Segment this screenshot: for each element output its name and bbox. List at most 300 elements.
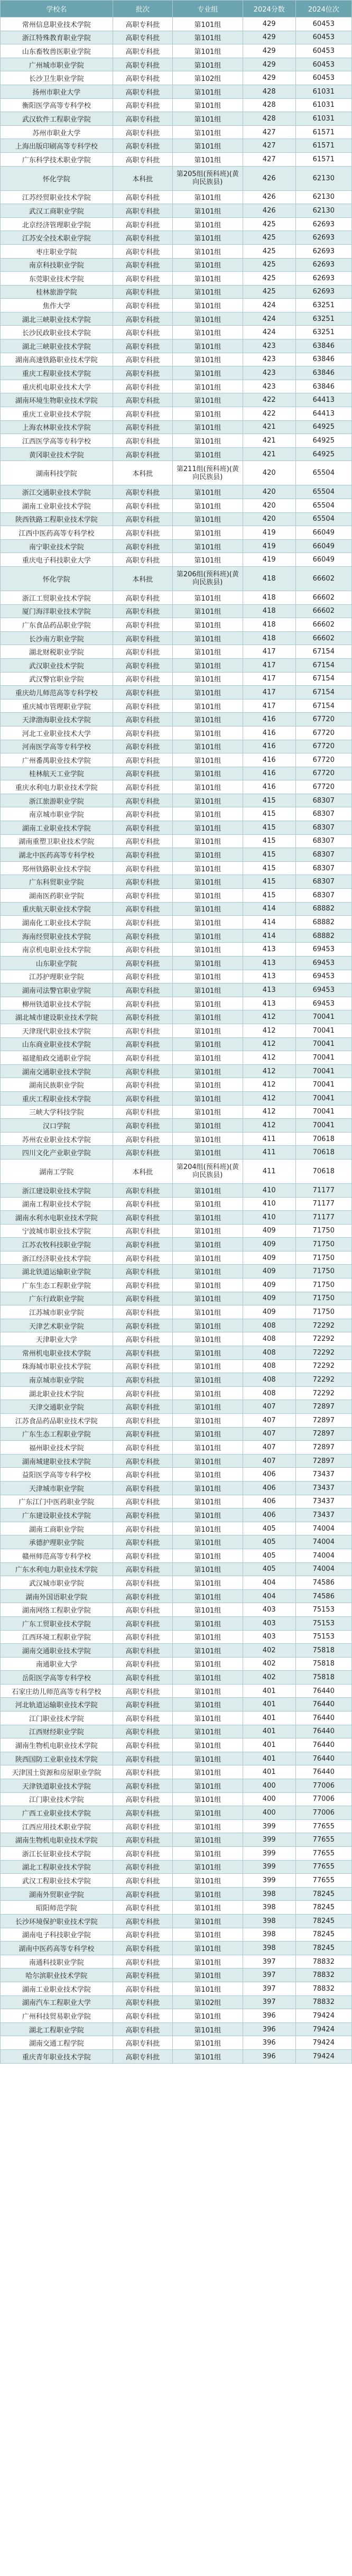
major-group-cell: 第101组 [172, 1738, 243, 1752]
table-row [1, 1183, 352, 1197]
table-row [1, 861, 352, 875]
table-row [1, 512, 352, 526]
rank-cell: 71750 [295, 1305, 351, 1319]
rank-cell: 62693 [295, 231, 351, 245]
table-row [1, 645, 352, 659]
major-group-cell: 第101组 [172, 726, 243, 740]
batch-cell: 高职专科批 [113, 244, 172, 258]
school-name-cell: 湖南重塑卫职业技术学院 [1, 834, 113, 848]
major-group-cell: 第101组 [172, 553, 243, 567]
major-group-cell: 第101组 [172, 1684, 243, 1698]
major-group-cell: 第101组 [172, 312, 243, 326]
header-2024-score: 2024分数 [243, 1, 295, 17]
school-name-cell: 苏州农业职业技术学院 [1, 1132, 113, 1146]
table-row [1, 1535, 352, 1549]
table-row [1, 31, 352, 44]
school-name-cell: 广东食品药品职业学院 [1, 618, 113, 632]
score-cell: 414 [243, 902, 295, 916]
score-cell: 399 [243, 1874, 295, 1888]
rank-cell: 70041 [295, 1091, 351, 1105]
school-name-cell: 天津渤海职业技术学院 [1, 713, 113, 726]
score-cell: 398 [243, 1901, 295, 1915]
school-name-cell: 湖南汽车工程职业大学 [1, 1995, 113, 2009]
rank-cell: 69453 [295, 956, 351, 970]
major-group-cell: 第101组 [172, 526, 243, 540]
batch-cell: 高职专科批 [113, 85, 172, 98]
table-row [1, 1400, 352, 1414]
batch-cell: 高职专科批 [113, 1197, 172, 1211]
rank-cell: 71177 [295, 1183, 351, 1197]
score-cell: 428 [243, 85, 295, 98]
score-cell: 422 [243, 407, 295, 421]
rank-cell: 68307 [295, 821, 351, 835]
batch-cell: 高职专科批 [113, 1010, 172, 1024]
rank-cell: 70041 [295, 1024, 351, 1037]
school-name-cell: 苏州市职业大学 [1, 125, 113, 139]
batch-cell: 高职专科批 [113, 970, 172, 983]
batch-cell: 高职专科批 [113, 393, 172, 407]
table-row [1, 591, 352, 604]
rank-cell: 67720 [295, 767, 351, 780]
table-row [1, 848, 352, 862]
score-cell: 415 [243, 875, 295, 889]
major-group-cell: 第101组 [172, 1576, 243, 1590]
score-cell: 405 [243, 1549, 295, 1562]
major-group-cell: 第101组 [172, 1671, 243, 1685]
table-row [1, 152, 352, 166]
major-group-cell: 第206组(预科班)(黄向民族县) [172, 566, 243, 591]
score-cell: 407 [243, 1414, 295, 1428]
score-cell: 396 [243, 2036, 295, 2050]
batch-cell: 高职专科批 [113, 753, 172, 767]
score-cell: 401 [243, 1698, 295, 1712]
school-name-cell: 珠海城市职业技术学院 [1, 1359, 113, 1373]
batch-cell: 高职专科批 [113, 312, 172, 326]
score-cell: 415 [243, 794, 295, 807]
major-group-cell: 第101组 [172, 848, 243, 862]
major-group-cell: 第101组 [172, 658, 243, 672]
major-group-cell: 第101组 [172, 618, 243, 632]
table-row [1, 1874, 352, 1888]
batch-cell: 高职专科批 [113, 1562, 172, 1576]
school-name-cell: 湖北三峡职业技术学院 [1, 339, 113, 353]
rank-cell: 68307 [295, 794, 351, 807]
major-group-cell: 第101组 [172, 17, 243, 31]
table-row [1, 1698, 352, 1712]
table-row [1, 1792, 352, 1806]
batch-cell: 高职专科批 [113, 861, 172, 875]
rank-cell: 62693 [295, 285, 351, 299]
major-group-cell: 第101组 [172, 285, 243, 299]
rank-cell: 74004 [295, 1549, 351, 1562]
rank-cell: 77655 [295, 1874, 351, 1888]
score-cell: 401 [243, 1752, 295, 1765]
table-row [1, 1562, 352, 1576]
batch-cell: 高职专科批 [113, 434, 172, 448]
batch-cell: 高职专科批 [113, 299, 172, 312]
school-name-cell: 天津城市职业学院 [1, 1481, 113, 1495]
rank-cell: 64925 [295, 420, 351, 434]
score-cell: 398 [243, 1942, 295, 1955]
score-cell: 412 [243, 1051, 295, 1065]
table-row [1, 956, 352, 970]
school-name-cell: 广西工业职业技术学院 [1, 1806, 113, 1820]
rank-cell: 62693 [295, 217, 351, 231]
rank-cell: 64413 [295, 407, 351, 421]
school-name-cell: 哈尔滨职业技术学院 [1, 1968, 113, 1982]
major-group-cell: 第101组 [172, 1441, 243, 1455]
rank-cell: 75818 [295, 1657, 351, 1671]
score-cell: 416 [243, 713, 295, 726]
school-name-cell: 重庆机电职业技术大学 [1, 380, 113, 393]
major-group-cell: 第101组 [172, 1078, 243, 1092]
major-group-cell: 第101组 [172, 299, 243, 312]
score-cell: 405 [243, 1562, 295, 1576]
school-name-cell: 武汉城市职业学院 [1, 1576, 113, 1590]
rank-cell: 75818 [295, 1644, 351, 1658]
rank-cell: 78245 [295, 1901, 351, 1915]
major-group-cell: 第101组 [172, 1454, 243, 1468]
rank-cell: 77655 [295, 1819, 351, 1833]
major-group-cell: 第101组 [172, 943, 243, 956]
header-2024-rank: 2024位次 [295, 1, 351, 17]
school-name-cell: 武汉警官职业学院 [1, 672, 113, 686]
rank-cell: 72897 [295, 1427, 351, 1441]
rank-cell: 79424 [295, 2049, 351, 2063]
major-group-cell: 第101组 [172, 807, 243, 821]
table-row [1, 902, 352, 916]
major-group-cell: 第101组 [172, 1955, 243, 1968]
table-row [1, 499, 352, 513]
table-row [1, 1064, 352, 1078]
score-cell: 408 [243, 1319, 295, 1332]
table-row [1, 1265, 352, 1278]
table-row [1, 461, 352, 485]
batch-cell: 高职专科批 [113, 2009, 172, 2023]
score-cell: 397 [243, 1968, 295, 1982]
major-group-cell: 第101组 [172, 889, 243, 903]
score-cell: 412 [243, 1119, 295, 1133]
score-cell: 405 [243, 1522, 295, 1535]
batch-cell: 高职专科批 [113, 1278, 172, 1292]
rank-cell: 72897 [295, 1441, 351, 1455]
score-cell: 417 [243, 645, 295, 659]
score-cell: 413 [243, 983, 295, 997]
table-row [1, 353, 352, 366]
score-cell: 418 [243, 566, 295, 591]
major-group-cell: 第101组 [172, 1589, 243, 1603]
school-name-cell: 湖南工商职业学院 [1, 1522, 113, 1535]
major-group-cell: 第101组 [172, 1105, 243, 1119]
rank-cell: 72292 [295, 1386, 351, 1400]
school-name-cell: 湖北中医药高等专科学校 [1, 848, 113, 862]
rank-cell: 60453 [295, 71, 351, 85]
school-name-cell: 湖北职业技术学院 [1, 1386, 113, 1400]
rank-cell: 72292 [295, 1373, 351, 1387]
rank-cell: 67154 [295, 658, 351, 672]
rank-cell: 72292 [295, 1332, 351, 1346]
rank-cell: 62130 [295, 204, 351, 218]
major-group-cell: 第101组 [172, 1792, 243, 1806]
major-group-cell: 第101组 [172, 380, 243, 393]
table-row [1, 139, 352, 153]
batch-cell: 高职专科批 [113, 1901, 172, 1915]
school-name-cell: 四川文化产业职业学院 [1, 1146, 113, 1160]
score-cell: 403 [243, 1630, 295, 1644]
table-row [1, 1860, 352, 1874]
score-cell: 420 [243, 485, 295, 499]
major-group-cell: 第101组 [172, 1132, 243, 1146]
score-cell: 415 [243, 889, 295, 903]
table-row [1, 420, 352, 434]
rank-cell: 65504 [295, 461, 351, 485]
rank-cell: 62693 [295, 272, 351, 286]
table-row [1, 1495, 352, 1508]
score-cell: 402 [243, 1644, 295, 1658]
major-group-cell: 第101组 [172, 834, 243, 848]
rank-cell: 74004 [295, 1535, 351, 1549]
major-group-cell: 第101组 [172, 794, 243, 807]
major-group-cell: 第101组 [172, 875, 243, 889]
score-cell: 429 [243, 31, 295, 44]
rank-cell: 61031 [295, 112, 351, 126]
rank-cell: 68307 [295, 848, 351, 862]
table-row [1, 1346, 352, 1360]
rank-cell: 75153 [295, 1616, 351, 1630]
table-row [1, 821, 352, 835]
score-cell: 416 [243, 767, 295, 780]
batch-cell: 高职专科批 [113, 1386, 172, 1400]
score-cell: 406 [243, 1495, 295, 1508]
batch-cell: 高职专科批 [113, 1105, 172, 1119]
batch-cell: 高职专科批 [113, 1847, 172, 1861]
rank-cell: 73437 [295, 1508, 351, 1522]
major-group-cell: 第101组 [172, 1278, 243, 1292]
rank-cell: 71177 [295, 1211, 351, 1225]
score-cell: 417 [243, 686, 295, 700]
score-cell: 407 [243, 1441, 295, 1455]
school-name-cell: 河南医学高等专科学校 [1, 740, 113, 753]
score-cell: 406 [243, 1481, 295, 1495]
table-row [1, 1576, 352, 1590]
score-cell: 416 [243, 726, 295, 740]
rank-cell: 67720 [295, 726, 351, 740]
school-name-cell: 长沙南方职业学院 [1, 631, 113, 645]
score-cell: 425 [243, 272, 295, 286]
major-group-cell: 第101组 [172, 366, 243, 380]
table-row [1, 1024, 352, 1037]
batch-cell: 高职专科批 [113, 956, 172, 970]
rank-cell: 71750 [295, 1224, 351, 1238]
header-major-group: 专业组 [172, 1, 243, 17]
major-group-cell: 第205组(预科班)(黄向民族县) [172, 166, 243, 190]
major-group-cell: 第101组 [172, 512, 243, 526]
batch-cell: 高职专科批 [113, 848, 172, 862]
score-cell: 412 [243, 1010, 295, 1024]
school-name-cell: 浙江经济职业技术学院 [1, 1251, 113, 1265]
score-cell: 410 [243, 1211, 295, 1225]
batch-cell: 高职专科批 [113, 31, 172, 44]
rank-cell: 63846 [295, 353, 351, 366]
school-name-cell: 承德护理职业学院 [1, 1535, 113, 1549]
batch-cell: 高职专科批 [113, 1942, 172, 1955]
score-cell: 400 [243, 1779, 295, 1793]
table-row [1, 658, 352, 672]
rank-cell: 60453 [295, 44, 351, 58]
school-name-cell: 广东行政职业学院 [1, 1292, 113, 1305]
table-row [1, 1630, 352, 1644]
rank-cell: 62130 [295, 190, 351, 204]
score-cell: 400 [243, 1792, 295, 1806]
batch-cell: 高职专科批 [113, 631, 172, 645]
table-row [1, 1725, 352, 1738]
score-cell: 418 [243, 604, 295, 618]
batch-cell: 高职专科批 [113, 1982, 172, 1995]
score-cell: 410 [243, 1197, 295, 1211]
major-group-cell: 第101组 [172, 645, 243, 659]
batch-cell: 高职专科批 [113, 1319, 172, 1332]
score-cell: 420 [243, 499, 295, 513]
score-cell: 399 [243, 1860, 295, 1874]
school-name-cell: 焦作大学 [1, 299, 113, 312]
rank-cell: 78245 [295, 1942, 351, 1955]
rank-cell: 69453 [295, 970, 351, 983]
major-group-cell: 第101组 [172, 1091, 243, 1105]
table-row [1, 2049, 352, 2063]
score-cell: 428 [243, 112, 295, 126]
score-cell: 426 [243, 204, 295, 218]
rank-cell: 66049 [295, 526, 351, 540]
rank-cell: 62693 [295, 258, 351, 272]
school-name-cell: 南通职业大学 [1, 1657, 113, 1671]
school-name-cell: 浙江长征职业技术学院 [1, 1847, 113, 1861]
rank-cell: 71750 [295, 1265, 351, 1278]
score-cell: 401 [243, 1725, 295, 1738]
batch-cell: 高职专科批 [113, 767, 172, 780]
batch-cell: 高职专科批 [113, 1752, 172, 1765]
school-name-cell: 湖南水利水电职业技术学院 [1, 1211, 113, 1225]
major-group-cell: 第101组 [172, 1982, 243, 1995]
rank-cell: 75153 [295, 1603, 351, 1617]
school-name-cell: 江西医学高等专科学校 [1, 434, 113, 448]
major-group-cell: 第101组 [172, 1508, 243, 1522]
rank-cell: 66602 [295, 566, 351, 591]
table-row [1, 258, 352, 272]
school-name-cell: 广东生态工程职业学院 [1, 1427, 113, 1441]
batch-cell: 高职专科批 [113, 1887, 172, 1901]
school-name-cell: 广东江门中医药职业学院 [1, 1495, 113, 1508]
rank-cell: 76440 [295, 1738, 351, 1752]
rank-cell: 66602 [295, 618, 351, 632]
school-name-cell: 陕西国防工业职业技术学院 [1, 1752, 113, 1765]
score-cell: 420 [243, 461, 295, 485]
score-cell: 421 [243, 447, 295, 461]
school-name-cell: 南京城市职业学院 [1, 1373, 113, 1387]
rank-cell: 73437 [295, 1468, 351, 1482]
batch-cell: 高职专科批 [113, 1522, 172, 1535]
rank-cell: 70041 [295, 1078, 351, 1092]
score-cell: 425 [243, 244, 295, 258]
score-cell: 399 [243, 1847, 295, 1861]
batch-cell: 高职专科批 [113, 740, 172, 753]
score-cell: 417 [243, 672, 295, 686]
score-cell: 401 [243, 1738, 295, 1752]
school-name-cell: 湖南司法警官职业学院 [1, 983, 113, 997]
score-cell: 425 [243, 285, 295, 299]
rank-cell: 63251 [295, 312, 351, 326]
score-cell: 412 [243, 1064, 295, 1078]
rank-cell: 71750 [295, 1251, 351, 1265]
table-row [1, 366, 352, 380]
table-row [1, 1427, 352, 1441]
batch-cell: 高职专科批 [113, 2036, 172, 2050]
major-group-cell: 第101组 [172, 1901, 243, 1915]
score-cell: 411 [243, 1159, 295, 1183]
batch-cell: 高职专科批 [113, 1738, 172, 1752]
major-group-cell: 第101组 [172, 1495, 243, 1508]
school-name-cell: 上海农林职业技术学院 [1, 420, 113, 434]
school-name-cell: 桂林旅游学院 [1, 285, 113, 299]
rank-cell: 76440 [295, 1725, 351, 1738]
major-group-cell: 第101组 [172, 861, 243, 875]
table-row [1, 1982, 352, 1995]
table-row [1, 1373, 352, 1387]
major-group-cell: 第101组 [172, 1874, 243, 1888]
school-name-cell: 怀化学院 [1, 566, 113, 591]
table-row [1, 1159, 352, 1183]
batch-cell: 高职专科批 [113, 1955, 172, 1968]
school-name-cell: 长沙卫生职业学院 [1, 71, 113, 85]
batch-cell: 高职专科批 [113, 1765, 172, 1779]
rank-cell: 70041 [295, 1119, 351, 1133]
batch-cell: 高职专科批 [113, 1064, 172, 1078]
batch-cell: 高职专科批 [113, 125, 172, 139]
header-batch: 批次 [113, 1, 172, 17]
batch-cell: 高职专科批 [113, 1535, 172, 1549]
major-group-cell: 第101组 [172, 407, 243, 421]
table-row [1, 1901, 352, 1915]
table-row [1, 767, 352, 780]
school-name-cell: 广州城市职业学院 [1, 58, 113, 71]
score-cell: 426 [243, 166, 295, 190]
rank-cell: 67720 [295, 780, 351, 794]
rank-cell: 65504 [295, 499, 351, 513]
rank-cell: 60453 [295, 17, 351, 31]
school-name-cell: 武汉软件工程职业学院 [1, 112, 113, 126]
school-name-cell: 湖南工业职业技术学院 [1, 1982, 113, 1995]
major-group-cell: 第101组 [172, 1549, 243, 1562]
score-cell: 402 [243, 1657, 295, 1671]
rank-cell: 72292 [295, 1319, 351, 1332]
table-row [1, 686, 352, 700]
batch-cell: 高职专科批 [113, 44, 172, 58]
score-cell: 415 [243, 861, 295, 875]
score-cell: 414 [243, 929, 295, 943]
major-group-cell: 第101组 [172, 1887, 243, 1901]
batch-cell: 高职专科批 [113, 1427, 172, 1441]
score-cell: 417 [243, 658, 295, 672]
table-row [1, 1224, 352, 1238]
batch-cell: 高职专科批 [113, 1576, 172, 1590]
score-cell: 400 [243, 1806, 295, 1820]
score-cell: 407 [243, 1454, 295, 1468]
major-group-cell: 第101组 [172, 1725, 243, 1738]
score-cell: 409 [243, 1305, 295, 1319]
batch-cell: 高职专科批 [113, 618, 172, 632]
batch-cell: 高职专科批 [113, 929, 172, 943]
batch-cell: 高职专科批 [113, 190, 172, 204]
school-name-cell: 湖南工程职业技术学院 [1, 1197, 113, 1211]
